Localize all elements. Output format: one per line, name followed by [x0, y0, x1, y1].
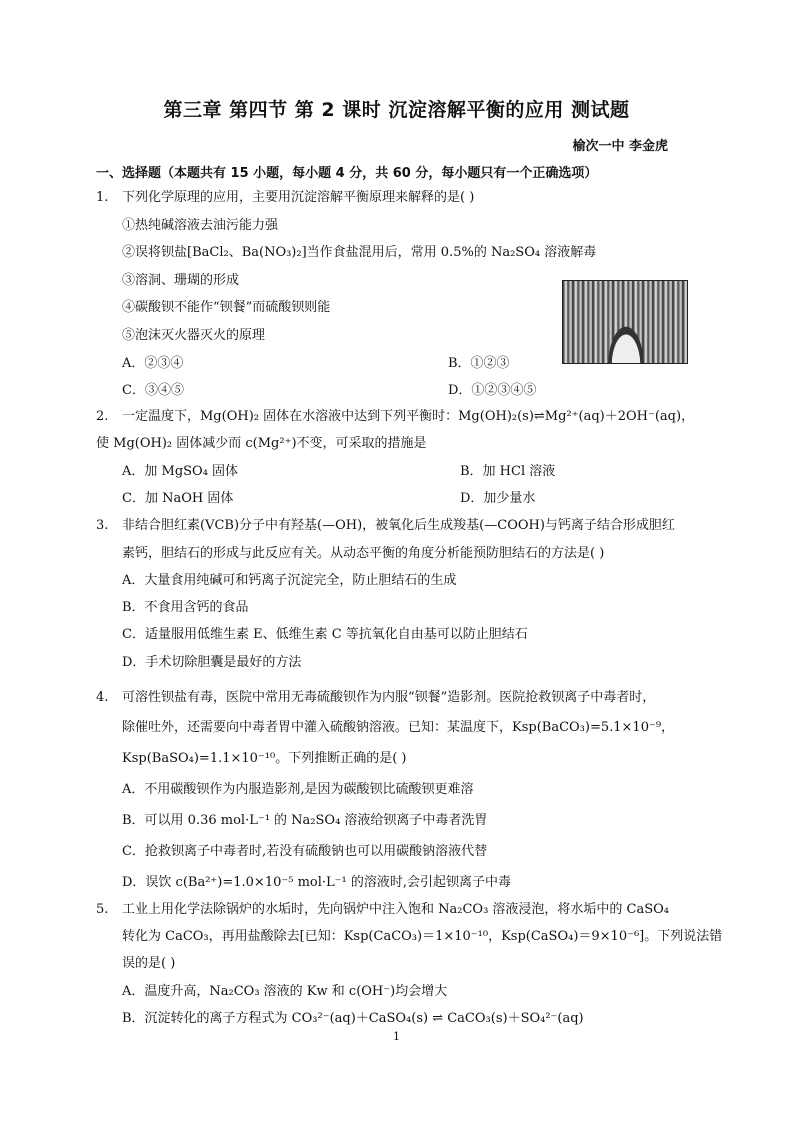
- option-d: D．手术切除胆囊是最好的方法: [122, 655, 302, 670]
- question-stem: Ksp(BaSO₄)=1.1×10⁻¹⁰。下列推断正确的是( ): [122, 751, 407, 766]
- option-d: D．误饮 c(Ba²⁺)=1.0×10⁻⁵ mol·L⁻¹ 的溶液时,会引起钡离子中毒: [122, 875, 511, 890]
- statement-4: ④碳酸钡不能作“钡餐”而硫酸钡则能: [122, 300, 331, 315]
- question-stem: 素钙，胆结石的形成与此反应有关。从动态平衡的角度分析能预防胆结石的方法是( ): [122, 546, 605, 561]
- question-number: 1.: [96, 190, 109, 205]
- question-stem: 一定温度下，Mg(OH)₂ 固体在水溶液中达到下列平衡时：Mg(OH)₂(s)⇌Mg²⁺(aq)＋2OH⁻(aq)，: [122, 409, 695, 424]
- question-number: 3.: [96, 518, 109, 533]
- question-number: 5.: [96, 902, 109, 917]
- option-c: C．加 NaOH 固体: [122, 491, 234, 506]
- option-a: A．温度升高，Na₂CO₃ 溶液的 Kw 和 c(OH⁻)均会增大: [122, 984, 448, 999]
- question-stem: 工业上用化学法除锅炉的水垢时，先向锅炉中注入饱和 Na₂CO₃ 溶液浸泡，将水垢中的 CaSO₄: [122, 902, 670, 917]
- option-b: B．可以用 0.36 mol·L⁻¹ 的 Na₂SO₄ 溶液给钡离子中毒者洗胃: [122, 813, 488, 828]
- option-d: D．①②③④⑤: [448, 383, 537, 398]
- question-stem: 误的是( ): [122, 956, 176, 971]
- option-b: B．不食用含钙的食品: [122, 600, 249, 615]
- page-number: 1: [393, 1030, 400, 1043]
- question-number: 2.: [96, 409, 109, 424]
- question-stem: 下列化学原理的应用，主要用沉淀溶解平衡原理来解释的是( ): [122, 190, 475, 205]
- option-d: D．加少量水: [460, 491, 536, 506]
- option-a: A．大量食用纯碱可和钙离子沉淀完全，防止胆结石的生成: [122, 573, 457, 588]
- section-heading: 一、选择题（本题共有 15 小题，每小题 4 分，共 60 分，每小题只有一个正确选项）: [96, 166, 598, 181]
- question-stem: 可溶性钡盐有毒，医院中常用无毒硫酸钡作为内服“钡餐”造影剂。医院抢救钡离子中毒者时，: [122, 690, 656, 705]
- option-b: B．沉淀转化的离子方程式为 CO₃²⁻(aq)＋CaSO₄(s) ⇌ CaCO₃(s)＋SO₄²⁻(aq): [122, 1011, 584, 1026]
- statement-1: ①热纯碱溶液去油污能力强: [122, 218, 279, 233]
- question-stem: 非结合胆红素(VCB)分子中有羟基(—OH)，被氧化后生成羧基(—COOH)与钙离子结合形成胆红: [122, 518, 675, 533]
- statement-5: ⑤泡沫灭火器灭火的原理: [122, 328, 266, 343]
- question-stem: 转化为 CaCO₃，再用盐酸除去[已知：Ksp(CaCO₃)＝1×10⁻¹⁰，Ksp(CaSO₄)＝9×10⁻⁶]。下列说法错: [122, 929, 723, 944]
- option-b: B．①②③: [448, 356, 510, 371]
- statement-2: ②误将钡盐[BaCl₂、Ba(NO₃)₂]当作食盐混用后，常用 0.5%的 Na₂SO₄ 溶液解毒: [122, 245, 597, 260]
- page-title: 第三章 第四节 第 2 课时 沉淀溶解平衡的应用 测试题: [163, 99, 630, 121]
- option-a: A．加 MgSO₄ 固体: [122, 464, 239, 479]
- option-b: B．加 HCl 溶液: [460, 464, 556, 479]
- option-a: A．不用碳酸钡作为内服造影剂,是因为碳酸钡比硫酸钡更难溶: [122, 782, 474, 797]
- cave-stalactite-image: [562, 280, 688, 364]
- question-stem: 使 Mg(OH)₂ 固体减少而 c(Mg²⁺)不变，可采取的措施是: [96, 436, 427, 451]
- option-c: C．抢救钡离子中毒者时,若没有硫酸钠也可以用碳酸钠溶液代替: [122, 844, 488, 859]
- option-c: C．③④⑤: [122, 383, 184, 398]
- statement-3: ③溶洞、珊瑚的形成: [122, 273, 240, 288]
- option-a: A．②③④: [122, 356, 184, 371]
- question-number: 4.: [96, 690, 109, 705]
- question-stem: 除催吐外，还需要向中毒者胃中灌入硫酸钠溶液。已知：某温度下，Ksp(BaCO₃)=5.1×10⁻⁹，: [122, 720, 675, 735]
- author: 榆次一中 李金虎: [572, 139, 668, 154]
- option-c: C．适量服用低维生素 E、低维生素 C 等抗氧化自由基可以防止胆结石: [122, 627, 528, 642]
